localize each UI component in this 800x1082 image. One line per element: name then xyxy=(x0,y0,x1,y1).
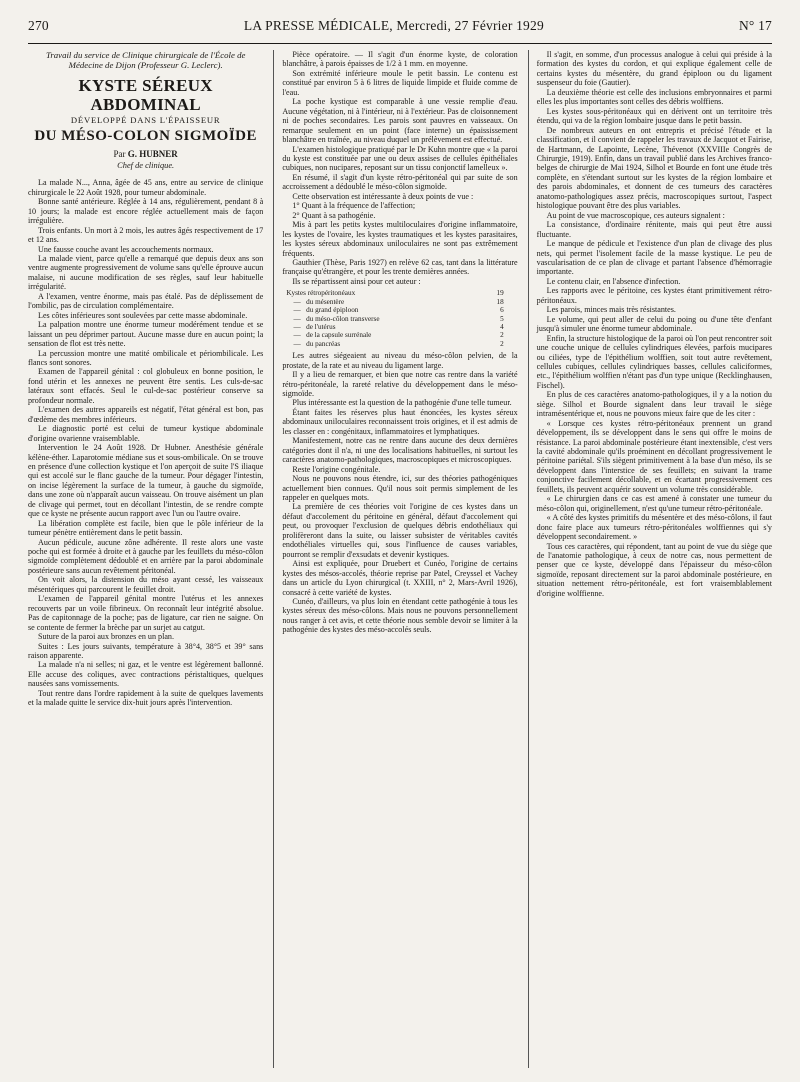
paragraph: La malade vient, parce qu'elle a remarqué que depuis deux ans son ventre augmente progressivement de volume sans qu'elle éprouve aucun malaise, ni aucune modification de ses règles, sauf leur habituelle irrégularité. xyxy=(28,253,264,292)
paragraph: Les côtes inférieures sont soulevées par cette masse abdominale. xyxy=(38,310,248,320)
paragraph: La libération complète est facile, bien que le pôle inférieur de la tumeur pénètre entièrement dans le petit bassin. xyxy=(28,518,264,538)
paragraph: Son extrémité inférieure moule le petit bassin. Le contenu est constitué par environ 5 à 6 litres de liquide limpide et fluide comme de l'eau. xyxy=(282,68,518,97)
article-subtitle-2: DU MÉSO-COLON SIGMOÏDE xyxy=(34,128,257,145)
distribution-count: 5 xyxy=(500,314,504,323)
article-subtitle-1: DÉVELOPPÉ DANS L'ÉPAISSEUR xyxy=(70,115,221,125)
paragraph: Le manque de pédicule et l'existence d'un plan de clivage des plus nets, qui permet l'isolement facile de la masse kystique. Le peu de vascularisation de ce plan de clivage et partant l'absence d'hémorragie importante. xyxy=(536,239,772,277)
paragraph: Ils se répartissent ainsi pour cet auteur : xyxy=(292,276,421,286)
paragraph: Les autres siégeaient au niveau du méso-côlon pelvien, de la prostate, de la rate et au niveau du ligament large. xyxy=(282,351,518,370)
paragraph: Une fausse couche avant les accouchements normaux. xyxy=(38,244,214,254)
distribution-count: 6 xyxy=(500,306,504,315)
paragraph: La deuxième théorie est celle des inclusions embryonnaires et parmi elles les plus importantes sont celles des débris wolffiens. xyxy=(536,87,772,107)
paragraph: La malade N..., Anna, âgée de 45 ans, entre au service de clinique chirurgicale le 22 Août 1928, pour tumeur abdominale. xyxy=(28,178,264,197)
paragraph: « Lorsque ces kystes rétro-péritonéaux prennent un grand développement, ils se développent dans le sens qui offre le moins de résistance. La paroi abdominale postérieure étant inextensible, c'est vers la cavité abdominale qu'ils proéminent en décollant progressivement le péritoine pariétal. S'ils siègent primitivement à la base d'un méso, ils se développent dans l'interstice de ses feuillets; en suivant la trame conjonctive facilement décollable, et en écartant progressivement ces feuillets, ils peuvent acquérir souvent un volume très considérable. xyxy=(536,418,772,494)
paragraph: Plus intéressante est la question de la pathogénie d'une telle tumeur. xyxy=(292,398,512,408)
running-header xyxy=(28,18,772,40)
paragraph: Pièce opératoire. — Il s'agit d'un énorme kyste, de coloration blanchâtre, à parois épaisses de 1/2 à 1 mm. en moyenne. xyxy=(282,50,518,69)
distribution-label: — du mésentère xyxy=(286,297,345,306)
distribution-row xyxy=(286,340,517,348)
author-name: G. HUBNER xyxy=(127,149,178,160)
paragraph: Gauthier (Thèse, Paris 1927) en relève 62 cas, tant dans la littérature française qu'étrangère, et pour les trente dernières années. xyxy=(282,257,518,277)
paragraph: La percussion montre une matité ombilicale et périombilicale. Les flancs sont sonores. xyxy=(28,348,264,367)
distribution-label: — du pancréas xyxy=(286,339,341,348)
paragraph: L'examen des autres appareils est négatif, l'état général est bon, pas d'œdème des membres inférieurs. xyxy=(28,405,264,424)
article-title-block xyxy=(28,50,263,170)
journal-title-date: LA PRESSE MÉDICALE, Mercredi, 27 Février 1929 xyxy=(243,18,544,33)
paragraph: Étant faites les réserves plus haut énoncées, les kystes séreux abdominaux uniloculaires reconnaissent trois origines, et il est admis de les classer en : congénitaux, inflammatoires et lymphatiques. xyxy=(282,407,518,436)
paragraph: Trois enfants. Un mort à 2 mois, les autres âgés respectivement de 17 et 12 ans. xyxy=(28,225,264,245)
paragraph: « Le chirurgien dans ce cas est amené à constater une tumeur du méso-côlon qui, originellement, n'est qu'une tumeur rétro-péritonéale. xyxy=(536,494,772,513)
paragraph: Les kystes sous-péritonéaux qui en dérivent ont un territoire très étendu, qui va de la région lombaire jusque dans le petit bassin. xyxy=(536,106,772,126)
distribution-count: 2 xyxy=(500,339,504,348)
paragraph: Enfin, la structure histologique de la paroi où l'on peut rencontrer soit une couche unique de cellules cylindriques élevées, parfois mucipares ou ciliées, type de l'épithélium wolffien, soit tout autre revêtement, cellules cubiques, cellules cylindriques basses, cellules caliciformes, etc., l'épithélium wolffien n'étant pas d'un type unique (Recklinghausen, Fischel). xyxy=(536,333,772,390)
issue-number: N° 17 xyxy=(738,18,772,33)
paragraph: En plus de ces caractères anatomo-pathologiques, il y a la notion du siège. Silhol et Bourde signalent dans leur travail le siège intramésentérique et, nous ne pouvons mieux faire que de les citer : xyxy=(536,390,772,419)
distribution-row xyxy=(286,315,517,323)
paragraph: Nous ne pouvons nous étendre, ici, sur des théories pathogéniques actuellement bien connues. Qu'il nous soit permis simplement de les rappeler en quelques mots. xyxy=(282,474,518,502)
header-rule xyxy=(28,43,772,44)
article-affiliation: Travail du service de Clinique chirurgicale de l'École de Médecine de Dijon (Professeur G. Leclerc). xyxy=(45,50,246,70)
paragraph: La première de ces théories voit l'origine de ces kystes dans un défaut d'accolement du péritoine en général, défaut d'accolement qui peut, ou provoquer l'exclusion de quelques débris endothéliaux qui prolifèreront dans la suite, ou laisser subsister de véritables cavités endothéliales virtuelles qui, sous l'influence de causes variables, pourront se remplir d'exsudats et devenir kystiques. xyxy=(282,502,518,559)
paragraph: Aucun pédicule, aucune zône adhérente. Il reste alors une vaste poche qui est formée à droite et à gauche par les feuillets du méso-côlon sigmoïde complètement dédoublé et en arrière par la paroi abdominale postérieure sans aucun revêtement péritonéal. xyxy=(28,537,264,575)
paragraph: Examen de l'appareil génital : col globuleux en bonne position, le fond utérin et les annexes ne peuvent être sentis. Les culs-de-sac latéraux sont effacés. Seul le cul-de-sac postérieur conserve sa profondeur normale. xyxy=(28,367,264,405)
distribution-count: 18 xyxy=(496,297,504,306)
distribution-count: 19 xyxy=(496,289,504,298)
distribution-row xyxy=(286,298,517,306)
paragraph: 2° Quant à sa pathogénie. xyxy=(292,210,376,220)
paragraph: L'examen de l'appareil génital montre l'utérus et les annexes recouverts par un voile fibrineux. On reconnaît leur intégrité absolue. Pas de capitonnage de la poche; pas de ligature, car rien ne saigne. On se contente de fermer la brèche par un surjet au catgut. xyxy=(28,594,264,632)
distribution-label: — du méso-côlon transverse xyxy=(286,314,380,323)
paragraph: Bonne santé antérieure. Réglée à 14 ans, régulièrement, pendant 8 à 10 jours; la malade est encore réglée actuellement mais de façon irrégulière. xyxy=(28,197,264,226)
distribution-label: — de la capsule surrénale xyxy=(286,331,372,340)
distribution-label: — du grand épiploon xyxy=(286,306,359,315)
paragraph: La poche kystique est comparable à une vessie remplie d'eau. Aucune végétation, ni à l'intérieur, ni à l'extérieur. Pas de cloisonnement ni de poches secondaires. Les parois sont pauvres en vaisseaux. On remarque seulement en un point (face interne) un épaississement blanchâtre en traînée, au niveau duquel un prélèvement est effectué. xyxy=(282,97,518,145)
distribution-row xyxy=(286,323,517,331)
paragraph: Les rapports avec le péritoine, ces kystes étant primitivement rétro-péritonéaux. xyxy=(536,286,772,305)
distribution-label: — de l'utérus xyxy=(286,322,336,331)
distribution-count: 4 xyxy=(500,322,504,331)
text-columns xyxy=(28,50,772,1068)
article-title: KYSTE SÉREUX ABDOMINAL xyxy=(78,76,213,114)
paragraph: Reste l'origine congénitale. xyxy=(292,464,381,474)
page-number: 270 xyxy=(28,18,49,33)
paragraph: Tout rentre dans l'ordre rapidement à la suite de quelques lavements et la malade quitte le service dix-huit jours après l'intervention. xyxy=(28,688,264,708)
paragraph: Manifestement, notre cas ne rentre dans aucune des deux dernières catégories dont il n'a, ni une des localisations habituelles, ni surtout les caractères anatomo-pathologiques, macroscopiques et microscopiques. xyxy=(282,436,518,465)
paragraph: Le contenu clair, en l'absence d'infection. xyxy=(546,276,681,286)
paragraph: De nombreux auteurs en ont entrepris et précisé l'étude et la classification, et il convient de rappeler les travaux de Jacquot et Fairise, de Hartmann, de Lapointe, Lecène, Thévenot (XXVIIIe Congrès de Chirurgie, 1919). Enfin, dans un travail publié dans les Archives franco-belges de chirurgie de Mai 1924, Silhol et Bourde en font une étude très complète, en s'étendant surtout sur les kystes de la région lombaire et des parois abdominales, et donnent de ces tumeurs des caractères anatomo-pathologiques assez précis, macroscopiques surtout, l'aspect histologique pouvant être des plus variables. xyxy=(536,125,772,211)
paragraph: En résumé, il s'agit d'un kyste rétro-péritonéal qui par suite de son accroissement a dédoublé le méso-côlon sigmoïde. xyxy=(282,172,518,192)
paragraph: La malade n'a ni selles; ni gaz, et le ventre est légèrement ballonné. Elle accuse des coliques, avec contractions péristaltiques, quelques nausées sans vomissements. xyxy=(28,660,264,689)
paragraph: Cunéo, d'ailleurs, va plus loin en étendant cette pathogénie à tous les kystes séreux des méso-côlons. Mais nous ne pouvons personnellement nous ranger à cet avis, et cette théorie nous semble devoir se limiter à la pathogénie des kystes des méso-accolés seuls. xyxy=(282,596,518,635)
cyst-distribution-list xyxy=(286,289,517,348)
paragraph: L'examen histologique pratiqué par le Dr Kuhn montre que « la paroi du kyste est constituée par une ou deux assises de cellules épithéliales cubiques, non nucipares, reposant sur un tissu conjonctif lamelleux ». xyxy=(282,144,518,173)
paragraph: Suites : Les jours suivants, température à 38°4, 38°5 et 39° sans raison apparente. xyxy=(28,641,264,661)
distribution-label: Kystes rétropéritonéaux xyxy=(286,289,356,298)
paragraph: Tous ces caractères, qui répondent, tant au point de vue du siège que de l'anatomie pathologique, à ceux de notre cas, nous permettent de penser que ce kyste, développé dans l'épaisseur du méso-côlon sigmoïde, reposant directement sur la paroi abdominale postérieure, en situation nettement rétro-péritonéale, est fort vraisemblablement d'origine wolffienne. xyxy=(536,541,772,598)
paragraph: Le diagnostic porté est celui de tumeur kystique abdominale d'origine ovarienne vraisemblable. xyxy=(28,424,264,443)
article-author-line xyxy=(28,150,263,159)
paragraph: On voit alors, la distension du méso ayant cessé, les vaisseaux mésentériques qui parcourent le feuillet droit. xyxy=(28,575,264,594)
paragraph: A l'examen, ventre énorme, mais pas étalé. Pas de déplissement de l'ombilic, pas de circulation complémentaire. xyxy=(28,291,264,311)
column-1 xyxy=(28,50,263,1068)
distribution-row xyxy=(286,306,517,314)
paragraph: La palpation montre une énorme tumeur modérément tendue et se laissant un peu déprimer partout. Aucune masse dure en aucun point; la sensation de flot est très nette. xyxy=(28,320,264,349)
paragraph: La consistance, d'ordinaire rénitente, mais qui peut être aussi fluctuante. xyxy=(536,220,772,239)
distribution-row xyxy=(286,289,517,297)
paragraph: Suture de la paroi aux bronzes en un plan. xyxy=(38,632,174,642)
author-role: Chef de clinique. xyxy=(117,160,175,170)
paragraph: Mis à part les petits kystes multiloculaires d'origine inflammatoire, les kystes de l'ovaire, les kystes traumatiques et les kystes parasitaires, les kystes séreux abdominaux uniloculaires ne sont pas extrêmement fréquents. xyxy=(282,220,518,258)
paragraph: 1° Quant à la fréquence de l'affection; xyxy=(292,201,416,211)
paragraph: Il y a lieu de remarquer, et bien que notre cas rentre dans la variété rétro-péritonéale, la rareté relative du développement dans le méso-sigmoïde. xyxy=(282,370,518,398)
paragraph: Cette observation est intéressante à deux points de vue : xyxy=(292,191,474,201)
paragraph: Intervention le 24 Août 1928. Dr Hubner. Anesthésie générale kélène-éther. Laparotomie médiane sus et sous-ombilicale. On se trouve en présence d'une collection kystique et l'on aperçoit de suite l'S iliaque qui est accolé sur le flanc gauche de la tumeur. Pour dégager l'intestin, on incise légèrement la surface de la tumeur, à gauche du sigmoïde, dans une zone où n'apparaît aucun vaisseau. On trouve aisément un plan de clivage qui permet, tout en décollant l'intestin, de se rendre compte que ce kyste ne présente aucun rapport avec l'un ou l'autre ovaire. xyxy=(28,443,264,519)
paragraph: Le volume, qui peut aller de celui du poing ou d'une tête d'enfant jusqu'à simuler une énorme tumeur abdominale. xyxy=(536,314,772,334)
distribution-count: 2 xyxy=(500,331,504,340)
author-prefix: Par xyxy=(113,149,126,160)
paragraph: Il s'agit, en somme, d'un processus analogue à celui qui préside à la formation des kystes du cordon, et qui explique également celle de certains kystes du mésentère, du grand épiploon ou du ligament suspenseur du foie (Gautier). xyxy=(536,50,772,88)
paragraph: Les parois, minces mais très résistantes. xyxy=(546,305,676,315)
paragraph: Au point de vue macroscopique, ces auteurs signalent : xyxy=(546,210,725,220)
paragraph: « A côté des kystes primitifs du mésentère et des méso-côlons, il faut donc faire place aux tumeurs rétro-péritonéales wolffiennes qui s'y développent secondairement. » xyxy=(536,513,772,542)
column-3 xyxy=(528,50,772,1068)
column-2 xyxy=(273,50,517,1068)
paragraph: Ainsi est expliquée, pour Druebert et Cunéo, l'origine de certains kystes des mésos-accolés, théorie reprise par Patel, Creyssel et Vachey dans un article du Lyon chirurgical (t. XXIII, n° 2, Mars-Avril 1926), consacré à cette variété de kystes. xyxy=(282,559,518,597)
distribution-row xyxy=(286,331,517,339)
